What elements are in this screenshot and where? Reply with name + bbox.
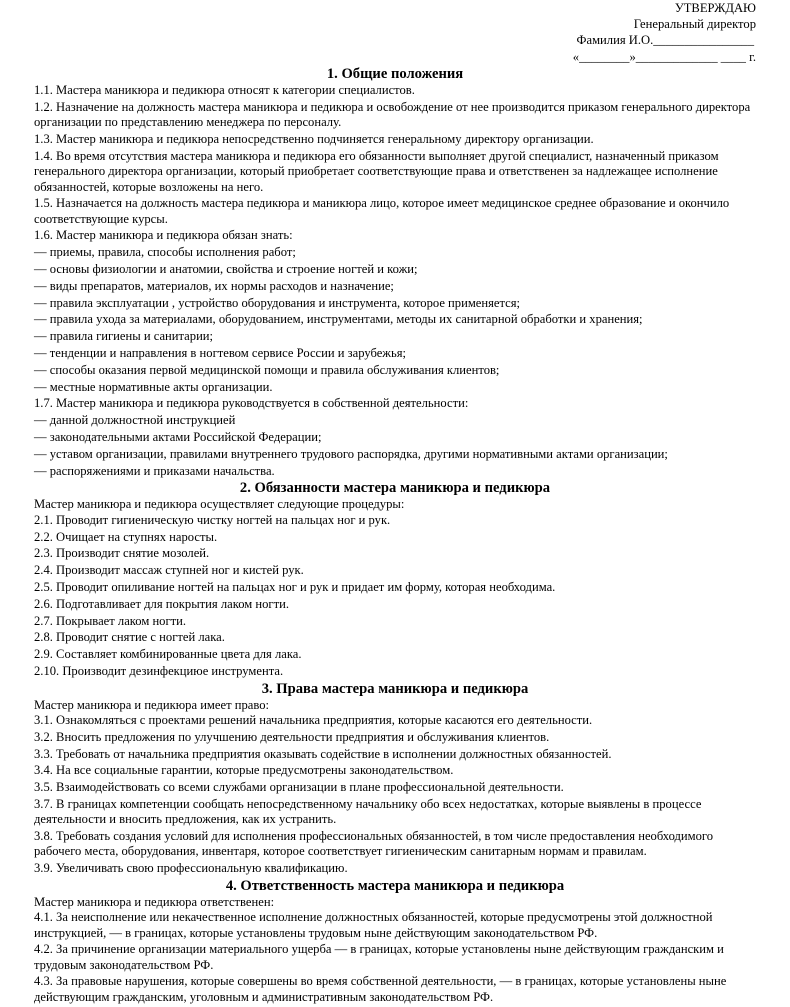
paragraph: 3.8. Требовать создания условий для исполнения профессиональных обязанностей, в том числе предоставления необходимого рабочего места, оборудования, инвентаря, которое соответствует гигиеническим санитарным нормам и правилам. [34,829,714,859]
paragraph: — правила эксплуатации , устройство оборудования и инструмента, которое применяется; [34,295,521,310]
paragraph: 4.1. За неисполнение или некачественное исполнение должностных обязанностей, которые предусмотрены этой должностной инструкцией, — в границах, которые установлены трудовым ныне действующим законодательством РФ. [34,910,713,940]
section-3 [34,681,756,877]
paragraph: 2.8. Проводит снятие с ногтей лака. [34,630,225,645]
approval-date-line: «________»_____________ ____ г. [572,50,756,65]
paragraph: — тенденции и направления в ногтевом сервисе России и зарубежья; [34,346,407,361]
paragraph: 3.2. Вносить предложения по улучшению деятельности предприятия и обслуживания клиентов. [34,729,550,744]
paragraph: 2.10. Производит дезинфекциюе инструмента. [34,663,284,678]
paragraph: 2.7. Покрывает лаком ногти. [34,613,187,628]
paragraph: — правила ухода за материалами, оборудованием, инструментами, методы их санитарной обработки и хранения; [34,312,643,327]
paragraph: — уставом организации, правилами внутреннего трудового распорядка, другими нормативными актами организации; [34,446,668,461]
paragraph: 1.4. Во время отсутствия мастера маникюра и педикюра его обязанности выполняет другой специалист, назначенный приказом генерального директора организации, который приобретает соответствующие права и ответственен за надлежащее исполнение обязанностей, которые возложены на него. [34,148,719,194]
section-2 [34,480,756,679]
paragraph: Мастер маникюра и педикюра ответственен: [34,894,275,909]
paragraph: 1.1. Мастера маникюра и педикюра относят к категории специалистов. [34,83,415,98]
paragraph: — основы физиологии и анатомии, свойства и строение ногтей и кожи; [34,262,418,277]
paragraph: — виды препаратов, материалов, их нормы расходов и назначение; [34,278,394,293]
paragraph: 3.1. Ознакомляться с проектами решений начальника предприятия, которые касаются его деятельности. [34,712,593,727]
paragraph: 3.7. В границах компетенции сообщать непосредственному начальнику обо всех недостатках, которые выявлены в процессе деятельности и вносить предложения, как их устранить. [34,796,702,827]
paragraph: 4.2. За причинение организации материального ущерба — в границах, которые установлены ныне действующим гражданским и трудовым законодательством РФ. [34,942,724,972]
paragraph: Мастер маникюра и педикюра осуществляет следующие процедуры: [34,497,405,512]
section-heading: 3. Права мастера маникюра и педикюра [261,680,529,697]
paragraph: 3.9. Увеличивать свою профессиональную квалификацию. [34,861,348,876]
paragraph: 3.5. Взаимодействовать со всеми службами организации в плане профессиональной деятельности. [34,780,564,795]
approval-block [34,0,756,66]
paragraph: 2.9. Составляет комбинированные цвета для лака. [34,647,302,662]
paragraph: 2.2. Очищает на ступнях наросты. [34,529,218,544]
paragraph: Мастер маникюра и педикюра имеет право: [34,697,270,712]
paragraph: 4.3. За правовые нарушения, которые совершены во время собственной деятельности, — в границах, которые установлены ныне действующим гражданским, уголовным и административным законодательством РФ. [34,974,727,1004]
paragraph: — законодательными актами Российской Федерации; [34,430,322,445]
paragraph: 2.3. Производит снятие мозолей. [34,546,210,561]
approval-title: УТВЕРЖДАЮ [674,1,756,15]
paragraph: 1.6. Мастер маникюра и педикюра обязан знать: [34,228,293,243]
paragraph: 1.2. Назначение на должность мастера маникюра и педикюра и освобождение от нее производится приказом генерального директора организации по представлению менеджера по персоналу. [34,100,751,130]
paragraph: 3.4. На все социальные гарантии, которые предусмотрены законодательством. [34,763,454,778]
paragraph: — распоряжениями и приказами начальства. [34,463,275,478]
paragraph: 2.6. Подготавливает для покрытия лаком ногти. [34,596,289,611]
section-heading: 2. Обязанности мастера маникюра и педикюра [239,480,551,497]
section-4 [34,878,756,1005]
paragraph: 1.5. Назначается на должность мастера педикюра и маникюра лицо, которое имеет медицинское среднее образование и окончило соответствующие курсы. [34,196,730,226]
paragraph: 2.5. Проводит опиливание ногтей на пальцах ног и рук и придает им форму, которая необходима. [34,579,556,594]
paragraph: — приемы, правила, способы исполнения работ; [34,245,296,260]
section-heading: 1. Общие положения [326,66,464,83]
paragraph: — данной должностной инструкцией [34,413,236,428]
approval-position: Генеральный директор [633,17,756,31]
paragraph: — правила гигиены и санитарии; [34,329,214,344]
paragraph: — способы оказания первой медицинской помощи и правила обслуживания клиентов; [34,362,500,377]
paragraph: — местные нормативные акты организации. [34,379,273,394]
document-body [34,66,756,1005]
paragraph: 2.4. Производит массаж ступней ног и кистей рук. [34,563,304,578]
job-description-document [34,0,756,1007]
paragraph: 2.1. Проводит гигиеническую чистку ногтей на пальцах ног и рук. [34,512,391,527]
paragraph: 3.3. Требовать от начальника предприятия оказывать содействие в исполнении должностных обязанностей. [34,746,612,761]
section-heading: 4. Ответственность мастера маникюра и педикюра [225,877,565,894]
section-1 [34,66,756,479]
approval-signature-line: Фамилия И.О.________________ [576,33,754,48]
paragraph: 1.3. Мастер маникюра и педикюра непосредственно подчиняется генеральному директору организации. [34,132,594,147]
paragraph: 1.7. Мастер маникюра и педикюра руководствуется в собственной деятельности: [34,396,469,411]
